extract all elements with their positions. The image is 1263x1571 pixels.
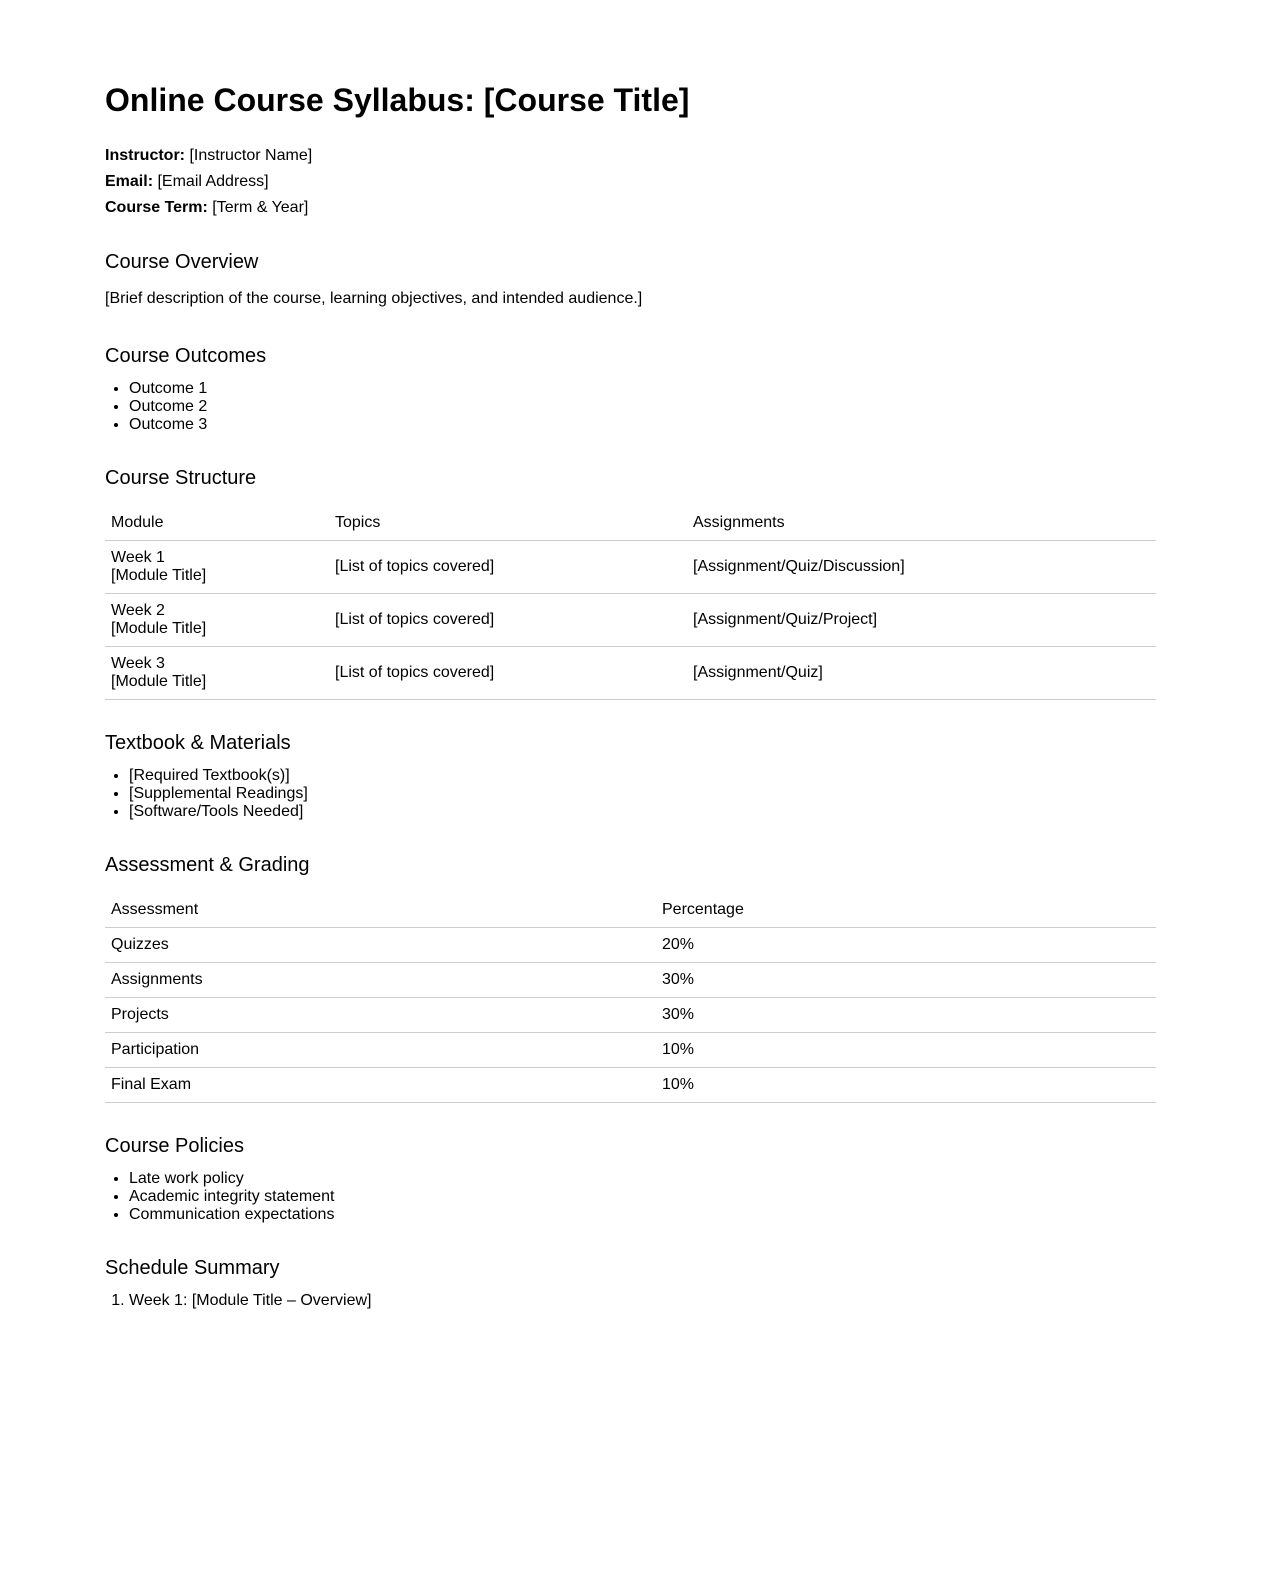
percentage-cell: 30% <box>656 998 1156 1033</box>
meta-value: [Term & Year] <box>212 199 309 216</box>
table-header-row <box>105 505 1156 541</box>
assessment-cell: Quizzes <box>105 928 656 963</box>
percentage-cell: 10% <box>656 1068 1156 1103</box>
week-label: Week 1 <box>111 549 165 566</box>
table-row <box>105 1068 1156 1103</box>
module-cell <box>105 594 329 647</box>
section-heading-schedule: Schedule Summary <box>105 1257 280 1279</box>
section-heading-policies: Course Policies <box>105 1135 244 1157</box>
list-item: • Academic integrity statement <box>129 1188 334 1206</box>
module-title: [Module Title] <box>111 673 207 690</box>
schedule-list <box>105 1292 371 1310</box>
meta-label: Course Term: <box>105 199 208 216</box>
course-structure-table <box>105 505 1156 700</box>
column-header: Topics <box>329 505 687 541</box>
section-heading-outcomes: Course Outcomes <box>105 345 267 367</box>
page-title: Online Course Syllabus: [Course Title] <box>105 82 690 118</box>
percentage-cell: 20% <box>656 928 1156 963</box>
week-label: Week 2 <box>111 602 165 619</box>
course-meta <box>105 143 312 221</box>
assignments-cell: [Assignment/Quiz/Project] <box>687 594 1156 647</box>
assessment-cell: Assignments <box>105 963 656 998</box>
list-item: • Communication expectations <box>129 1206 334 1224</box>
week-label: Week 3 <box>111 655 165 672</box>
column-header: Assessment <box>105 892 656 928</box>
column-header: Assignments <box>687 505 1156 541</box>
table-row <box>105 1033 1156 1068</box>
module-cell <box>105 541 329 594</box>
list-item: 1. Week 1: [Module Title – Overview] <box>129 1292 371 1310</box>
list-item: • Outcome 1 <box>129 380 207 398</box>
table-header-row <box>105 892 1156 928</box>
topics-cell: [List of topics covered] <box>329 647 687 700</box>
percentage-cell: 10% <box>656 1033 1156 1068</box>
table-row <box>105 647 1156 700</box>
section-heading-structure: Course Structure <box>105 467 257 489</box>
topics-cell: [List of topics covered] <box>329 541 687 594</box>
table-row <box>105 963 1156 998</box>
section-heading-overview: Course Overview <box>105 251 259 273</box>
overview-text: [Brief description of the course, learning objectives, and intended audience.] <box>105 290 643 307</box>
assessment-cell: Final Exam <box>105 1068 656 1103</box>
table-row <box>105 928 1156 963</box>
assessment-cell: Participation <box>105 1033 656 1068</box>
outcomes-list <box>105 380 207 434</box>
percentage-cell: 30% <box>656 963 1156 998</box>
list-item: • Outcome 3 <box>129 416 207 434</box>
grading-table <box>105 892 1156 1103</box>
meta-term <box>105 195 312 221</box>
section-heading-grading: Assessment & Grading <box>105 854 310 876</box>
policies-list <box>105 1170 334 1224</box>
module-cell <box>105 647 329 700</box>
assignments-cell: [Assignment/Quiz/Discussion] <box>687 541 1156 594</box>
materials-list <box>105 767 308 821</box>
topics-cell: [List of topics covered] <box>329 594 687 647</box>
column-header: Module <box>105 505 329 541</box>
list-item: • Late work policy <box>129 1170 334 1188</box>
meta-value: [Email Address] <box>157 173 269 190</box>
table-row <box>105 541 1156 594</box>
list-item: • Outcome 2 <box>129 398 207 416</box>
meta-label: Email: <box>105 173 154 190</box>
list-item: • [Required Textbook(s)] <box>129 767 308 785</box>
module-title: [Module Title] <box>111 567 207 584</box>
column-header: Percentage <box>656 892 1156 928</box>
section-heading-materials: Textbook & Materials <box>105 732 291 754</box>
module-title: [Module Title] <box>111 620 207 637</box>
meta-value: [Instructor Name] <box>189 147 313 164</box>
meta-label: Instructor: <box>105 147 185 164</box>
syllabus-document <box>105 0 1156 1309</box>
assessment-cell: Projects <box>105 998 656 1033</box>
table-row <box>105 594 1156 647</box>
table-row <box>105 998 1156 1033</box>
meta-email <box>105 169 312 195</box>
meta-instructor <box>105 143 312 169</box>
assignments-cell: [Assignment/Quiz] <box>687 647 1156 700</box>
list-item: • [Software/Tools Needed] <box>129 803 308 821</box>
list-item: • [Supplemental Readings] <box>129 785 308 803</box>
